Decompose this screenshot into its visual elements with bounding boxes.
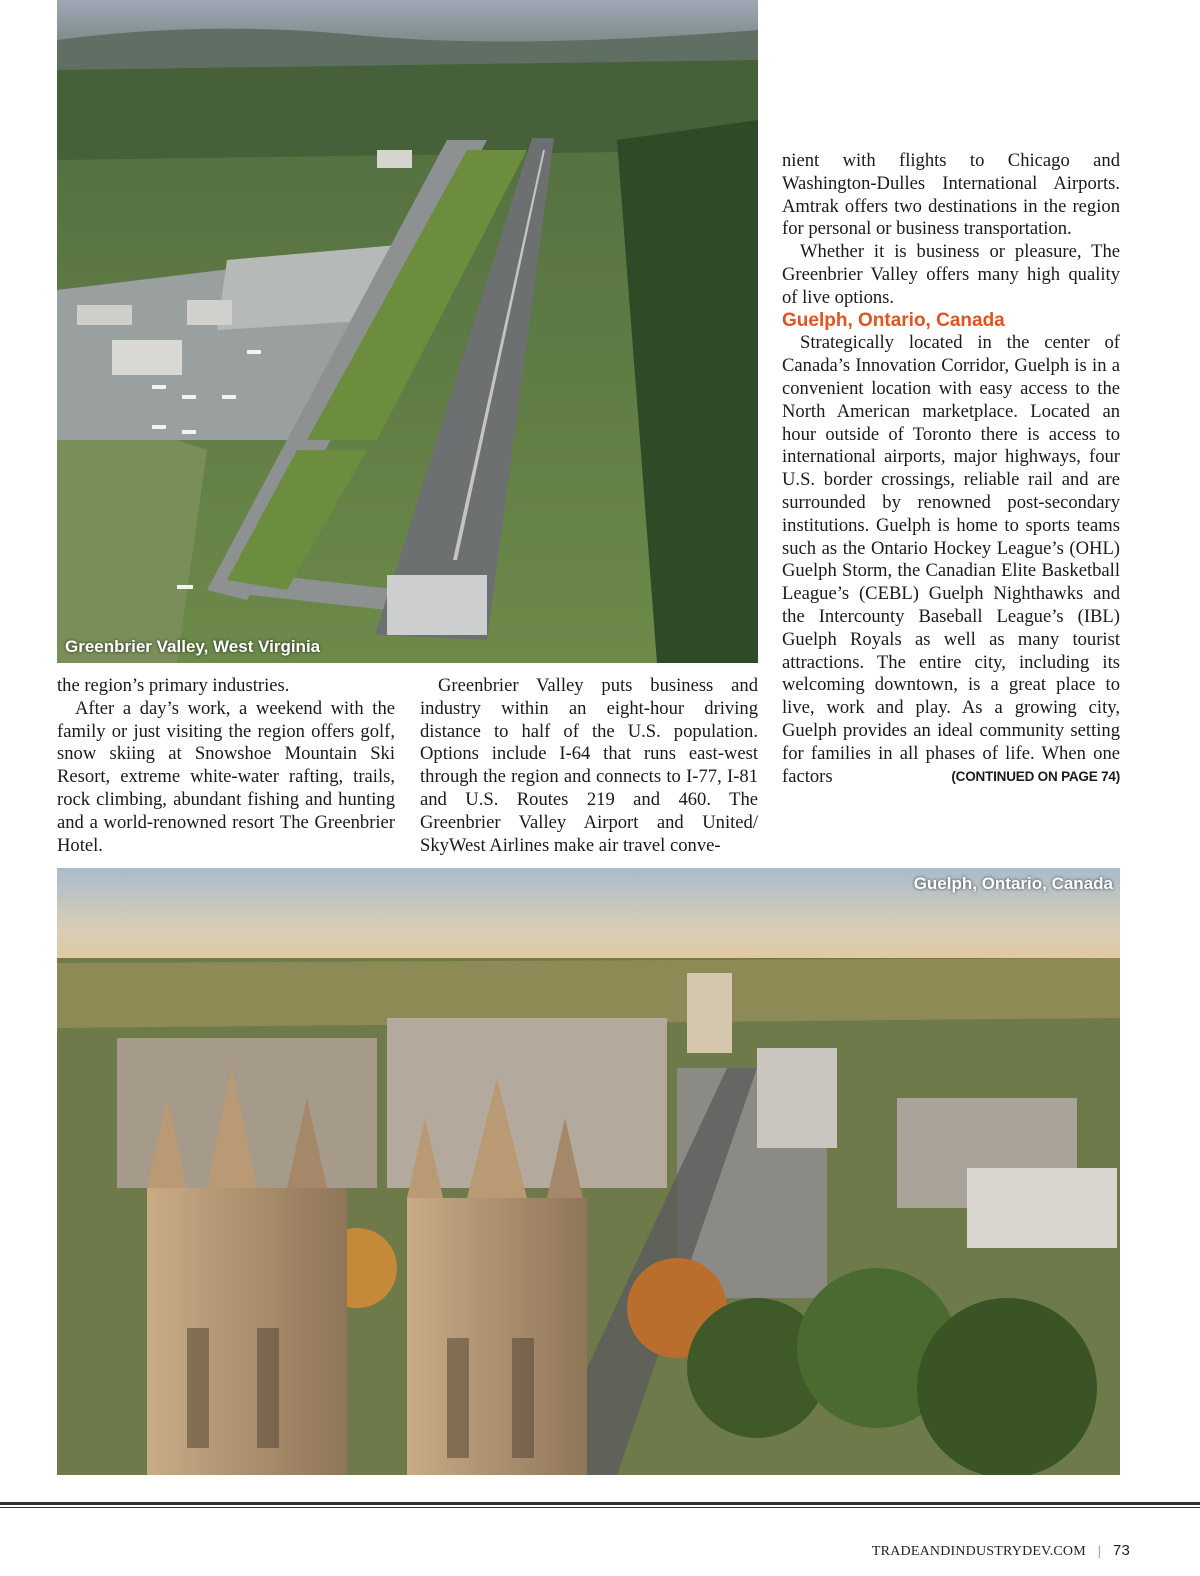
page-number: 73: [1112, 1542, 1130, 1559]
article-column-1: [57, 675, 395, 857]
city-illustration: [57, 868, 1120, 1475]
photo-caption-greenbrier: Greenbrier Valley, West Virginia: [65, 637, 321, 656]
footer-site: TRADEANDINDUSTRYDEV.COM: [871, 1544, 1086, 1559]
article-column-3: [782, 150, 1120, 788]
article-column-2: [420, 675, 758, 857]
photo-caption-guelph: Guelph, Ontario, Canada: [913, 874, 1113, 893]
footer-rule-thin: [0, 1507, 1200, 1508]
continued-note: (CONTINUED ON PAGE 74): [951, 768, 1120, 784]
paragraph: nient with flights to Chicago and Washington-Dulles International Airports. Amtrak offers two destinations in the region for personal or business transportation.: [782, 150, 1120, 240]
photo-airport: [57, 0, 758, 663]
paragraph: After a day’s work, a weekend with the family or just visiting the region offers golf, snow skiing at Snowshoe Mountain Ski Resort, extreme white-water rafting, trails, rock climbing, abundant fishing and hunting and a world-renowned resort The Greenbrier Hotel.: [57, 697, 395, 856]
page-footer: [872, 1542, 1130, 1560]
paragraph: Whether it is business or pleasure, The Greenbrier Valley offers many high quality of live options.: [782, 241, 1120, 308]
paragraph: [782, 332, 1120, 788]
paragraph: the region’s primary industries.: [57, 675, 290, 696]
footer-separator: |: [1097, 1544, 1101, 1559]
footer-rule: [0, 1502, 1200, 1505]
section-heading: Guelph, Ontario, Canada: [782, 309, 1005, 331]
paragraph-text: Strategically located in the center of Canada’s Innovation Corridor, Guelph is in a convenient location with easy access to the North American marketplace. Located an hour outside of Toronto there is access to international airports, major highways, four U.S. border crossings, reliable rail and are surrounded by renowned post-secondary institutions. Guelph is home to sports teams such as the Ontario Hockey League’s (OHL) Guelph Storm, the Canadian Elite Basketball League’s (CEBL) Guelph Nighthawks and the Intercounty Baseball League’s (IBL) Guelph Royals as well as many tourist attractions. The entire city, including its welcoming downtown, is a great place to live, work and play. As a growing city, Guelph provides an ideal community setting for families in all phases of life. When one factors: [782, 332, 1120, 787]
photo-guelph: [57, 868, 1120, 1475]
airport-illustration: [57, 0, 758, 663]
paragraph: Greenbrier Valley puts business and industry within an eight-hour driving distance to half of the U.S. population. Options include I-64 that runs east-west through the region and connects to I-77, I-81 and U.S. Routes 219 and 460. The Greenbrier Valley Airport and United/ SkyWest Airlines make air travel conve-: [420, 675, 758, 856]
